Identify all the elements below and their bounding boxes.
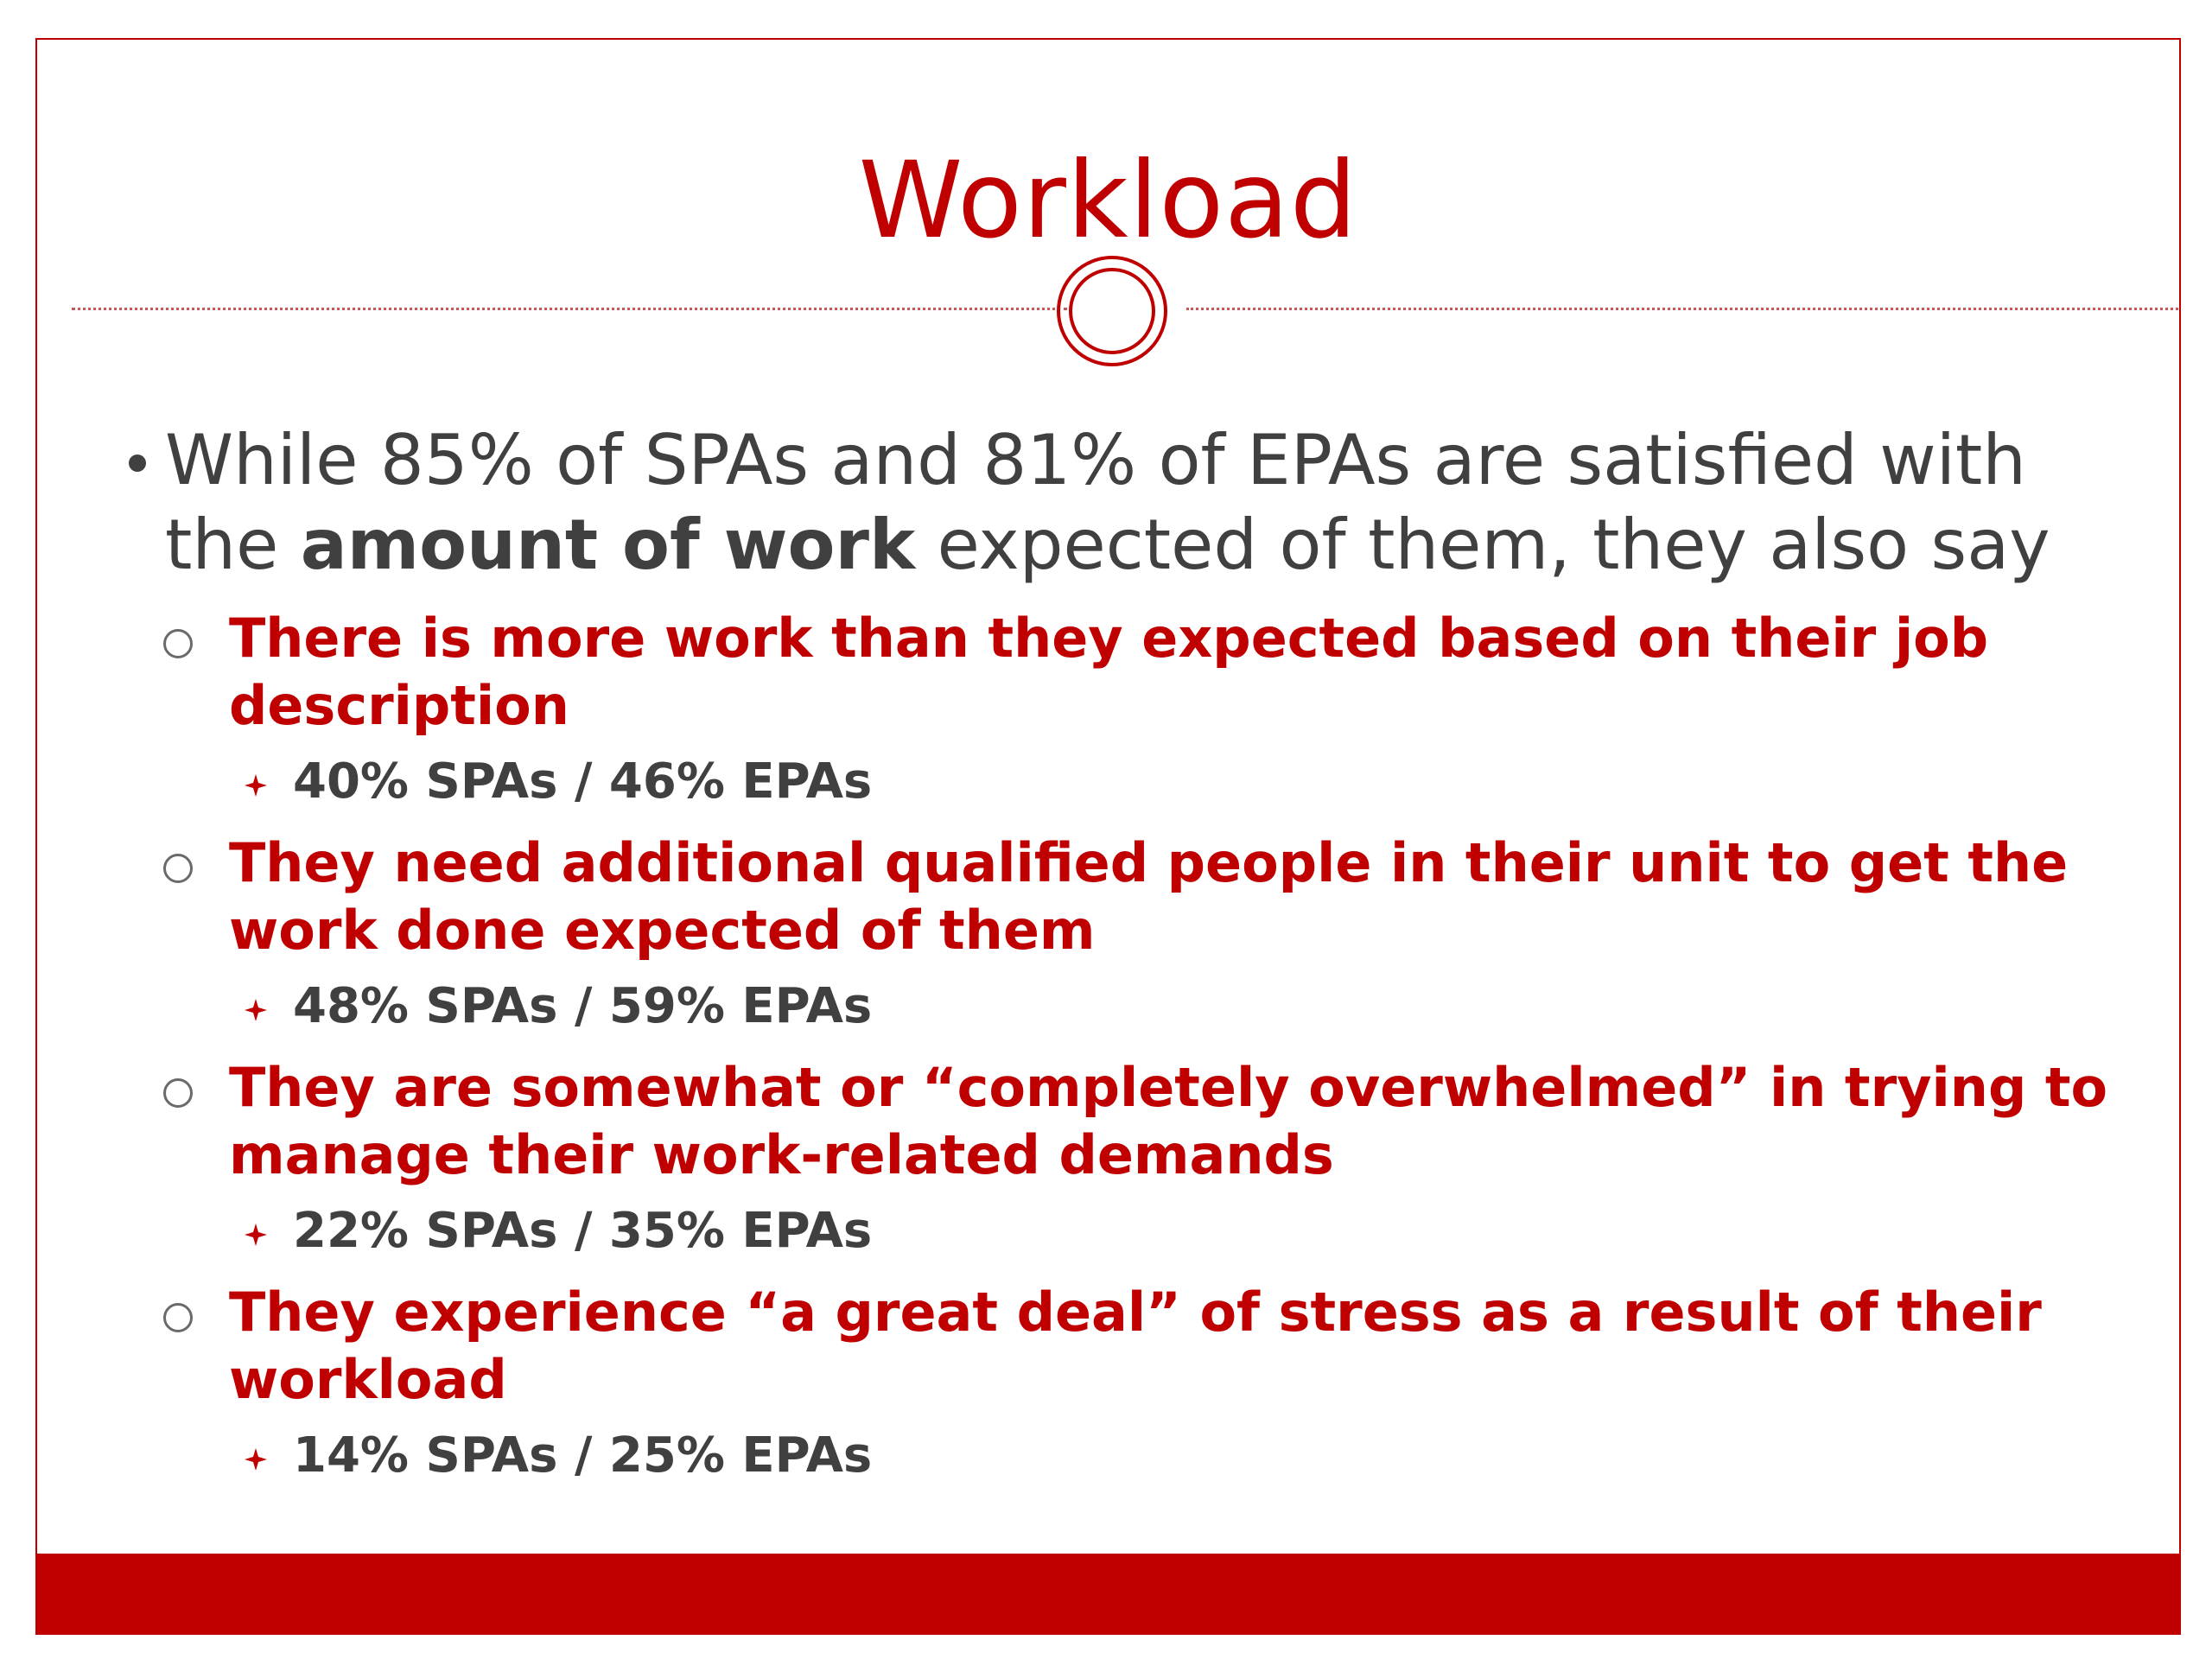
filled-dot-icon — [129, 454, 146, 472]
sub-bullet-2 — [229, 830, 2147, 964]
star-bullet-icon — [243, 1222, 269, 1248]
hollow-circle-icon — [163, 1303, 193, 1332]
star-bullet-icon — [243, 997, 269, 1023]
footer-bar — [37, 1554, 2179, 1633]
slide — [35, 38, 2181, 1635]
hollow-circle-icon — [163, 1078, 193, 1108]
stat-4-text: 14% SPAs / 25% EPAs — [293, 1427, 873, 1484]
sub-bullet-4-text: They experience “a great deal” of stress as a result of their workload — [229, 1281, 2042, 1411]
stat-4 — [293, 1426, 872, 1486]
stat-3 — [293, 1201, 872, 1262]
slide-content — [37, 40, 2179, 1633]
sub-bullet-2-text: They need additional qualified people in their unit to get the work done expected of them — [229, 831, 2069, 962]
main-bullet-suffix: expected of them, they also say — [915, 505, 2050, 585]
stat-3-text: 22% SPAs / 35% EPAs — [293, 1203, 873, 1259]
hollow-circle-icon — [163, 629, 193, 658]
slide-title: Workload — [858, 139, 1358, 262]
sub-bullet-4 — [229, 1279, 2147, 1414]
stat-1-text: 40% SPAs / 46% EPAs — [293, 753, 873, 810]
star-bullet-icon — [243, 1446, 269, 1472]
sub-bullet-3 — [229, 1054, 2147, 1189]
sub-bullet-3-text: They are somewhat or “completely overwhelmed” in trying to manage their work-related demands — [229, 1056, 2108, 1186]
stat-2 — [293, 976, 872, 1037]
star-bullet-icon — [243, 772, 269, 798]
main-bullet-prefix: While 85% of SPAs and 81% of EPAs are satisfied with the — [165, 420, 2026, 585]
sub-bullet-1-text: There is more work than they expected based on their job description — [229, 607, 1989, 737]
stat-2-text: 48% SPAs / 59% EPAs — [293, 978, 873, 1034]
sub-bullet-1 — [229, 605, 2147, 740]
hollow-circle-icon — [163, 854, 193, 883]
main-bullet-bold: amount of work — [300, 505, 916, 585]
main-bullet — [165, 418, 2152, 588]
stat-1 — [293, 752, 872, 812]
